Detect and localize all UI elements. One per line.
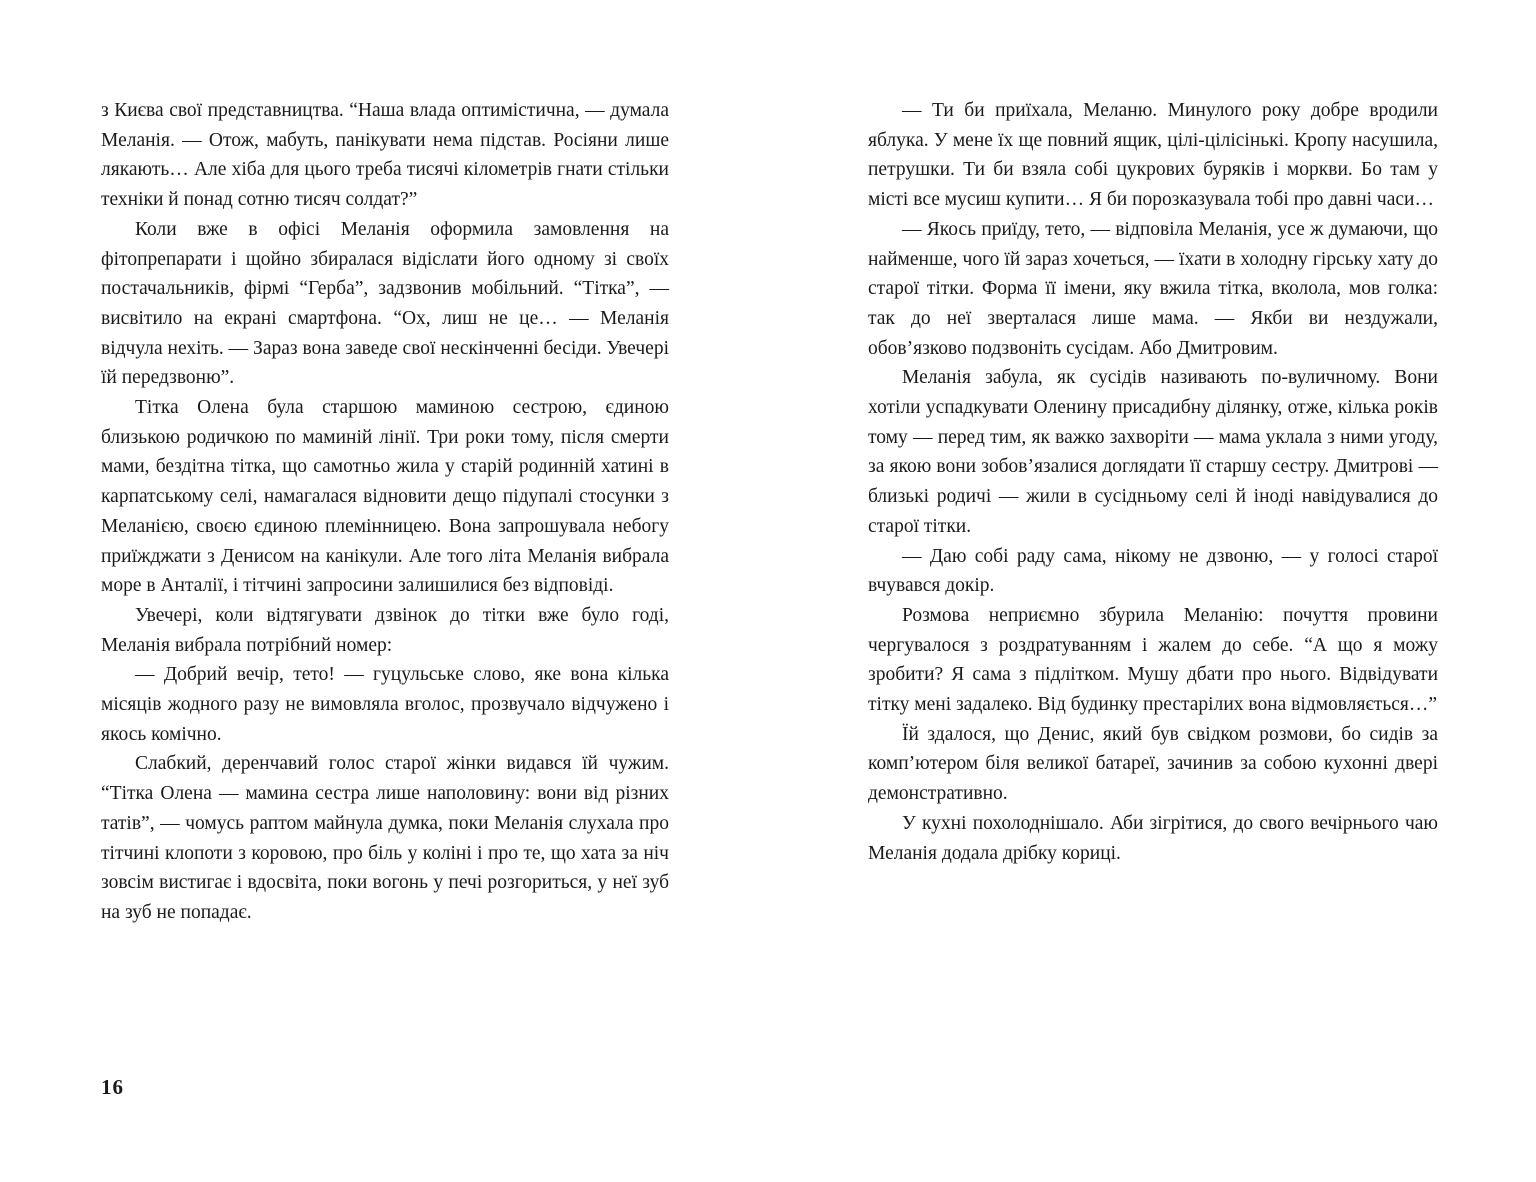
paragraph: — Якось приїду, тето, — відповіла Меланія, усе ж думаючи, що найменше, чого їй зараз хочеться, — їхати в холодну гірську хату до старої тітки. Форма її імени, яку вжила тітка, вколола, мов голка: так до неї зверталася лише мама. — Якби ви нездужали, обов’язково подзвоніть сусідам. Або Дмитровим. <box>868 218 1438 359</box>
paragraph: — Добрий вечір, тето! — гуцульське слово, яке вона кілька місяців жодного разу не вимовляла вголос, прозвучало відчужено і якось комічно. <box>101 664 669 745</box>
paragraph: — Даю собі раду сама, нікому не дзвоню, — у голосі старої вчувався докір. <box>868 545 1438 597</box>
paragraph: з Києва свої представництва. “Наша влада оптимістична, — думала Меланія. — Отож, мабуть, панікувати нема підстав. Росіяни лише лякають… Але хіба для цього треба тисячі кілометрів гнати стільки техніки й понад сотню тисяч солдат?” <box>101 100 669 211</box>
paragraph: У кухні похолоднішало. Аби зігрітися, до свого вечірнього чаю Меланія додала дрібку кориці. <box>868 812 1438 864</box>
paragraph: — Ти би приїхала, Меланю. Минулого року добре вродили яблука. У мене їх ще повний ящик, цілі-цілісінькі. Кропу насушила, петрушки. Ти би взяла собі цукрових буряків і моркви. Бо там у місті все мусиш купити… Я би порозказувала тобі про давні часи… <box>868 100 1438 211</box>
paragraph: Меланія забула, як сусідів називають по-вуличному. Вони хотіли успадкувати Оленину присадибну ділянку, отже, кілька років тому — перед тим, як важко захворіти — мама уклала з ними угоду, за якою вони зобов’язалися доглядати її старшу сестру. Дмитрові — близькі родичі — жили в сусідньому селі й іноді навідувалися до старої тітки. <box>868 367 1438 537</box>
right-page <box>868 96 1438 868</box>
page-number: 16 <box>101 1075 124 1099</box>
paragraph: Тітка Олена була старшою маминою сестрою, єдиною близькою родичкою по маминій лінії. Три роки тому, після смерти мами, бездітна тітка, що самотньо жила у старій родинній хатині в карпатському селі, намагалася відновити дещо підупалі стосунки з Меланією, своєю єдиною племінницею. Вона запрошувала небогу приїжджати з Денисом на канікули. Але того літа Меланія вибрала море в Анталії, і тітчині запросини залишилися без відповіді. <box>101 397 669 597</box>
paragraph: Їй здалося, що Денис, який був свідком розмови, бо сидів за комп’ютером біля великої батареї, зачинив за собою кухонні двері демонстративно. <box>868 723 1438 805</box>
paragraph: Розмова неприємно збурила Меланію: почуття провини чергувалося з роздратуванням і жалем до себе. “А що я можу зробити? Я сама з підлітком. Мушу дбати про нього. Відвідувати тітку мені задалеко. Від будинку престарілих вона відмовляється…” <box>868 604 1438 716</box>
paragraph: Слабкий, деренчавий голос старої жінки видався їй чужим. “Тітка Олена — мамина сестра лише наполовину: вони від різних татів”, — чомусь раптом майнула думка, поки Меланія слухала про тітчині клопоти з коровою, про біль у коліні і про те, що хата за ніч зовсім вистигає і вдосвіта, поки вогонь у печі розгориться, у неї зуб на зуб не попадає. <box>101 753 669 923</box>
paragraph: Коли вже в офісі Меланія оформила замовлення на фітопрепарати і щойно збиралася відіслати його одному зі своїх постачальників, фірмі “Герба”, задзвонив мобільний. “Тітка”, — висвітило на екрані смартфона. “Ох, лиш не це… — Меланія відчула нехіть. — Зараз вона заведе свої нескінченні бесіди. Увечері їй передзвоню”. <box>101 218 669 389</box>
paragraph: Увечері, коли відтягувати дзвінок до тітки вже було годі, Меланія вибрала потрібний номер: <box>101 604 669 656</box>
left-page <box>101 96 669 928</box>
